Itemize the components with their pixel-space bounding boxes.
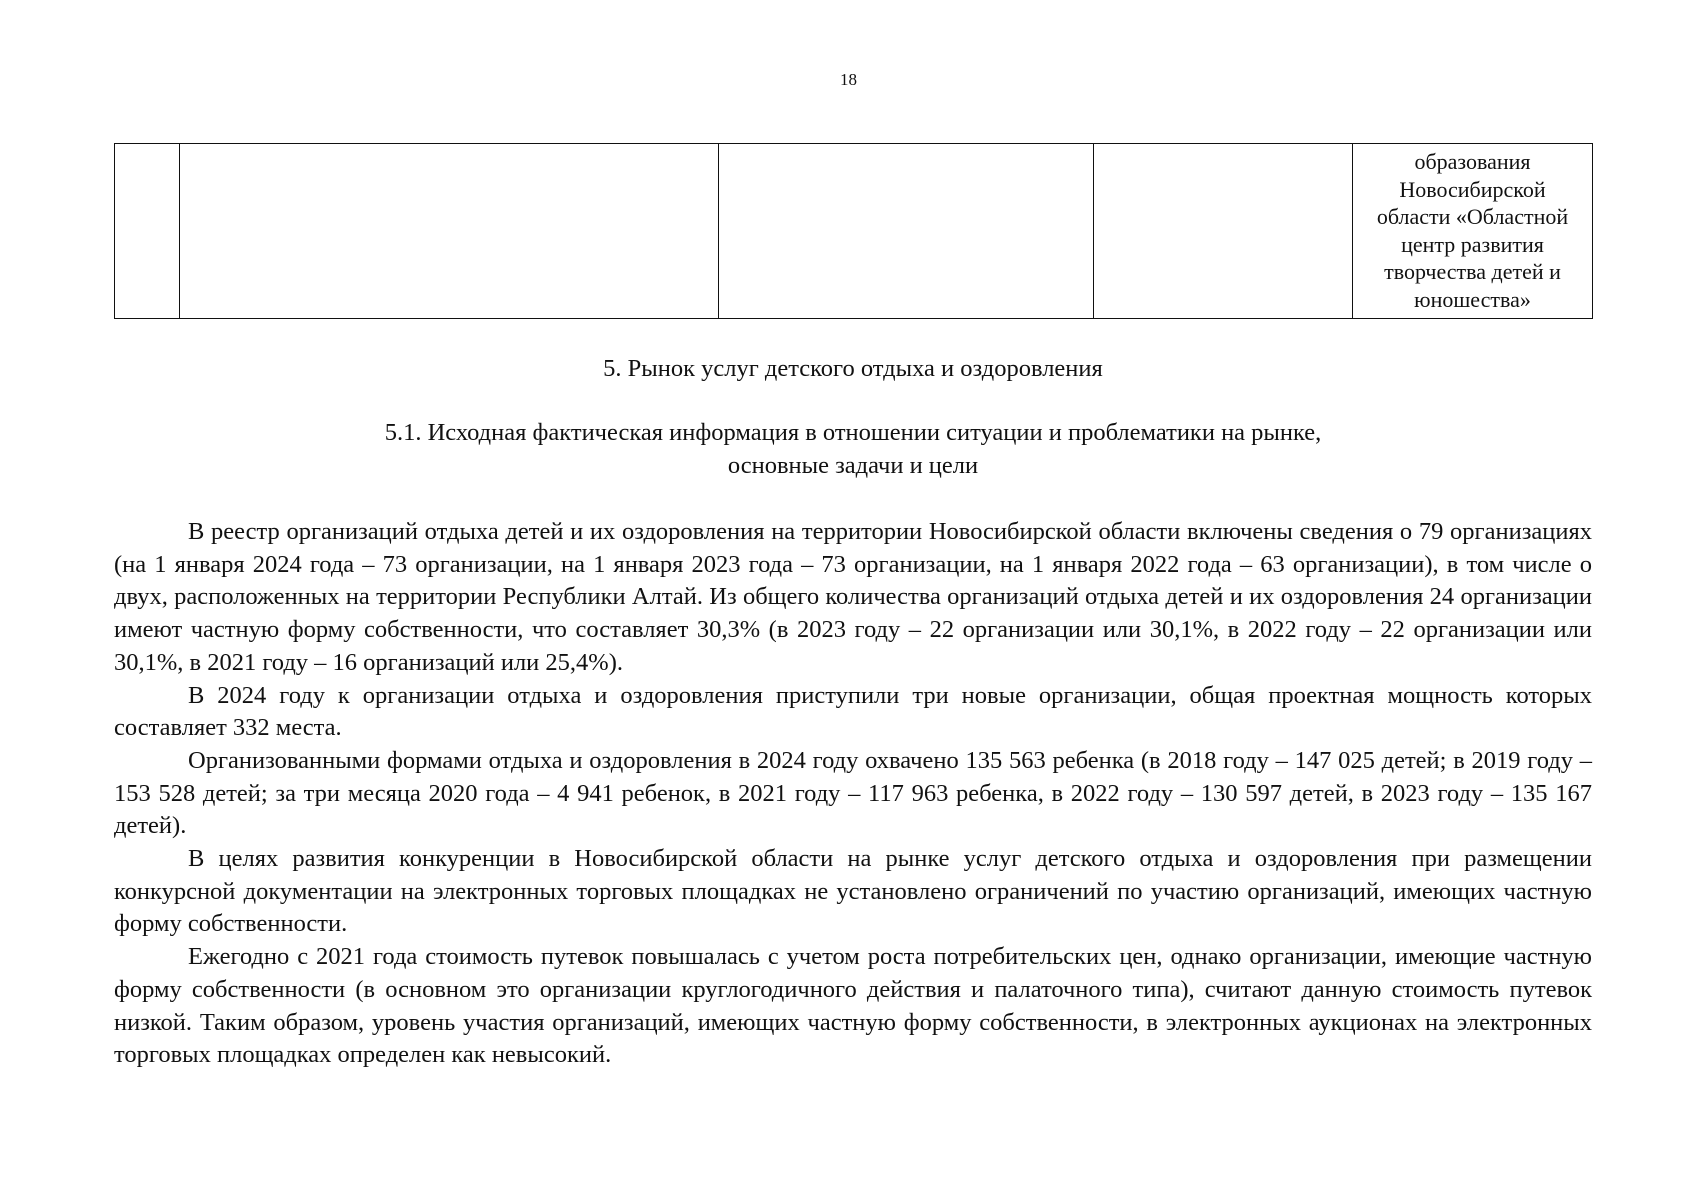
responsible-line: области «Областной — [1376, 204, 1569, 230]
subsection-title-line: основные задачи и цели — [727, 452, 979, 479]
continuation-table — [114, 143, 1593, 319]
paragraph: В 2024 году к организации отдыха и оздоровления приступили три новые организации, общая проектная мощность которых составляет 332 места. — [114, 681, 1592, 742]
responsible-text — [1353, 144, 1592, 314]
table-cell-number — [115, 144, 180, 319]
section-title: 5. Рынок услуг детского отдыха и оздоровления — [603, 355, 1103, 382]
page-number: 18 — [840, 70, 857, 89]
body-text — [114, 516, 1592, 1072]
table-cell-deadline — [1094, 144, 1353, 319]
responsible-line: юношества» — [1414, 286, 1531, 312]
paragraph: Ежегодно с 2021 года стоимость путевок повышалась с учетом роста потребительских цен, однако организации, имеющие частную форму собственности (в основном это организации круглогодичного действия и палаточного типа), считают данную стоимость путевок низкой. Таким образом, уровень участия организаций, имеющих частную форму собственности, в электронных аукционах на электронных торговых площадках определен как невысокий. — [114, 943, 1592, 1069]
responsible-line: образования — [1414, 149, 1531, 174]
responsible-line: творчества детей и — [1384, 259, 1561, 285]
responsible-line: Новосибирской — [1399, 176, 1546, 202]
table-cell-result — [719, 144, 1094, 319]
subsection-title — [114, 416, 1592, 482]
table-row — [115, 144, 1593, 319]
responsible-line: центр развития — [1401, 231, 1544, 257]
table-cell-measure — [180, 144, 719, 319]
subsection-title-line: 5.1. Исходная фактическая информация в отношении ситуации и проблематики на рынке, — [384, 419, 1322, 446]
paragraph: В целях развития конкуренции в Новосибирской области на рынке услуг детского отдыха и оздоровления при размещении конкурсной документации на электронных торговых площадках не установлено ограничений по участию организаций, имеющих частную форму собственности. — [114, 845, 1592, 938]
table-cell-responsible — [1353, 144, 1593, 319]
paragraph: Организованными формами отдыха и оздоровления в 2024 году охвачено 135 563 ребенка (в 2018 году – 147 025 детей; в 2019 году – 153 528 детей; за три месяца 2020 года – 4 941 ребенок, в 2021 году – 117 963 ребенка, в 2022 году – 130 597 детей, в 2023 году – 135 167 детей). — [114, 746, 1592, 840]
paragraph: В реестр организаций отдыха детей и их оздоровления на территории Новосибирской области включены сведения о 79 организациях (на 1 января 2024 года – 73 организации, на 1 января 2023 года – 73 организации, на 1 января 2022 года – 63 организации), в том числе о двух, расположенных на территории Республики Алтай. Из общего количества организаций отдыха детей и их оздоровления 24 организации имеют частную форму собственности, что составляет 30,3% (в 2023 году – 22 организации или 30,1%, в 2022 году – 22 организации или 30,1%, в 2021 году – 16 организаций или 25,4%). — [114, 518, 1592, 676]
